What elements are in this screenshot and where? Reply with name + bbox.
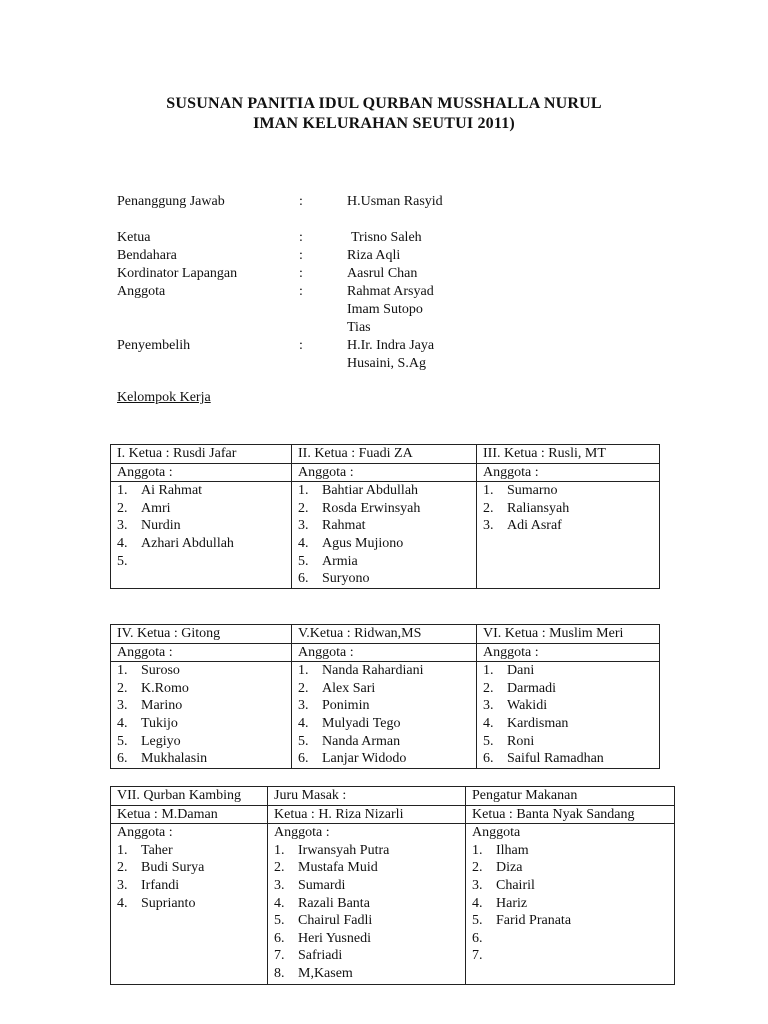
list-item bbox=[298, 517, 476, 535]
list-number: 6. bbox=[298, 751, 309, 767]
list-item bbox=[483, 697, 659, 715]
value-anggota-3: Tias bbox=[347, 320, 371, 335]
member-name: Bahtiar Abdullah bbox=[322, 483, 419, 499]
member-name: Sumardi bbox=[298, 877, 346, 893]
list-item bbox=[472, 877, 674, 895]
list-number: 1. bbox=[274, 842, 285, 858]
member-name: Kardisman bbox=[507, 715, 569, 731]
list-number: 3. bbox=[483, 698, 494, 714]
member-name: Taher bbox=[141, 842, 173, 858]
list-item bbox=[117, 553, 291, 571]
list-item bbox=[117, 859, 267, 877]
kelompok-kerja-heading: Kelompok Kerja bbox=[117, 390, 211, 405]
group-1-head: I. Ketua : Rusdi Jafar bbox=[111, 445, 292, 464]
member-name: Raliansyah bbox=[507, 500, 570, 516]
list-item bbox=[117, 715, 291, 733]
list-item bbox=[483, 517, 659, 535]
member-name: Razali Banta bbox=[298, 895, 370, 911]
group-2-head: II. Ketua : Fuadi ZA bbox=[292, 445, 477, 464]
member-name: Adi Asraf bbox=[507, 518, 562, 534]
list-item bbox=[274, 912, 465, 930]
list-number: 5. bbox=[483, 733, 494, 749]
value-anggota-1: Rahmat Arsyad bbox=[347, 284, 434, 299]
list-item bbox=[483, 750, 659, 768]
group-6-members bbox=[477, 662, 660, 769]
member-name: Farid Pranata bbox=[496, 913, 572, 929]
group-2-members bbox=[292, 482, 477, 589]
list-number: 4. bbox=[472, 895, 483, 911]
member-name: Roni bbox=[507, 733, 535, 749]
value-penyembelih-2: Husaini, S.Ag bbox=[347, 356, 426, 371]
list-item bbox=[472, 947, 674, 965]
member-name: Azhari Abdullah bbox=[141, 535, 234, 551]
list-number: 6. bbox=[472, 930, 483, 946]
member-name: Ilham bbox=[496, 842, 529, 858]
label-ketua: Ketua bbox=[117, 230, 151, 245]
member-name: Amri bbox=[141, 500, 171, 516]
list-item bbox=[298, 553, 476, 571]
colon: : bbox=[299, 194, 303, 209]
list-number: 2. bbox=[298, 500, 309, 516]
list-item bbox=[117, 680, 291, 698]
member-name: Alex Sari bbox=[322, 680, 376, 696]
table-row-heads bbox=[111, 445, 660, 464]
table-row-heads bbox=[111, 625, 660, 644]
group-4-head: IV. Ketua : Gitong bbox=[111, 625, 292, 644]
list-item bbox=[472, 842, 674, 860]
list-number: 1. bbox=[483, 483, 494, 499]
list-item bbox=[298, 500, 476, 518]
list-number: 5. bbox=[298, 553, 309, 569]
member-name: Nanda Rahardiani bbox=[322, 663, 424, 679]
colon: : bbox=[299, 338, 303, 353]
label-penyembelih: Penyembelih bbox=[117, 338, 191, 353]
list-number: 2. bbox=[483, 500, 494, 516]
list-number: 6. bbox=[274, 930, 285, 946]
document-title bbox=[0, 94, 768, 134]
member-name: Irfandi bbox=[141, 877, 180, 893]
list-item bbox=[298, 662, 476, 680]
group-5-anggota-label: Anggota : bbox=[292, 643, 477, 662]
list-number: 4. bbox=[117, 535, 128, 551]
list-item bbox=[117, 895, 267, 913]
list-item bbox=[274, 895, 465, 913]
list-item bbox=[274, 947, 465, 965]
list-number: 4. bbox=[117, 895, 128, 911]
juru-masak-members bbox=[268, 824, 466, 985]
list-number: 3. bbox=[298, 518, 309, 534]
member-name: Suroso bbox=[141, 663, 180, 679]
label-bendahara: Bendahara bbox=[117, 248, 177, 263]
list-item bbox=[117, 750, 291, 768]
group-7-ketua: Ketua : M.Daman bbox=[111, 805, 268, 824]
list-item bbox=[472, 912, 674, 930]
list-number: 2. bbox=[472, 860, 483, 876]
list-item bbox=[274, 859, 465, 877]
list-number: 1. bbox=[472, 842, 483, 858]
list-number: 7. bbox=[472, 948, 483, 964]
work-group-table-3 bbox=[110, 786, 675, 985]
label-kordinator: Kordinator Lapangan bbox=[117, 266, 238, 281]
group-4-anggota-label: Anggota : bbox=[111, 643, 292, 662]
list-item bbox=[298, 715, 476, 733]
member-name: Rahmat bbox=[322, 518, 366, 534]
group-6-head: VI. Ketua : Muslim Meri bbox=[477, 625, 660, 644]
list-number: 4. bbox=[117, 715, 128, 731]
colon: : bbox=[299, 266, 303, 281]
member-name: Agus Mujiono bbox=[322, 535, 404, 551]
group-6-anggota-label: Anggota : bbox=[477, 643, 660, 662]
list-item bbox=[298, 697, 476, 715]
list-number: 5. bbox=[117, 553, 128, 569]
list-item bbox=[298, 570, 476, 588]
list-item bbox=[274, 842, 465, 860]
list-number: 4. bbox=[483, 715, 494, 731]
list-item bbox=[298, 680, 476, 698]
member-name: Marino bbox=[141, 698, 183, 714]
value-penyembelih-1: H.Ir. Indra Jaya bbox=[347, 338, 435, 353]
list-number: 4. bbox=[298, 535, 309, 551]
list-number: 3. bbox=[298, 698, 309, 714]
list-item bbox=[117, 662, 291, 680]
group-3-head: III. Ketua : Rusli, MT bbox=[477, 445, 660, 464]
colon: : bbox=[299, 230, 303, 245]
table-row-sub bbox=[111, 463, 660, 482]
list-item bbox=[298, 733, 476, 751]
pengatur-makanan-head: Pengatur Makanan bbox=[466, 787, 675, 806]
list-number: 3. bbox=[117, 518, 128, 534]
list-item bbox=[117, 842, 267, 860]
list-number: 2. bbox=[117, 860, 128, 876]
member-name: Darmadi bbox=[507, 680, 556, 696]
colon: : bbox=[299, 284, 303, 299]
member-name: Hariz bbox=[496, 895, 528, 911]
list-number: 3. bbox=[117, 698, 128, 714]
member-name: Suprianto bbox=[141, 895, 196, 911]
member-name: Nurdin bbox=[141, 518, 181, 534]
list-item bbox=[298, 482, 476, 500]
list-number: 2. bbox=[117, 680, 128, 696]
list-number: 6. bbox=[483, 751, 494, 767]
list-number: 4. bbox=[274, 895, 285, 911]
list-item bbox=[472, 859, 674, 877]
member-name: Chairul Fadli bbox=[298, 913, 373, 929]
member-name: Ai Rahmat bbox=[141, 483, 203, 499]
list-number: 7. bbox=[274, 948, 285, 964]
member-name: Safriadi bbox=[298, 948, 343, 964]
list-item bbox=[117, 877, 267, 895]
list-number: 3. bbox=[117, 877, 128, 893]
group-1-anggota-label: Anggota : bbox=[111, 463, 292, 482]
list-number: 3. bbox=[483, 518, 494, 534]
member-name: Ponimin bbox=[322, 698, 370, 714]
member-name: Sumarno bbox=[507, 483, 558, 499]
list-number: 1. bbox=[117, 842, 128, 858]
label-penanggung-jawab: Penanggung Jawab bbox=[117, 194, 225, 209]
label-anggota: Anggota bbox=[117, 284, 166, 299]
table-row-members bbox=[111, 824, 675, 985]
list-item bbox=[483, 500, 659, 518]
list-item bbox=[483, 662, 659, 680]
member-name: M,Kasem bbox=[298, 965, 353, 981]
pengatur-makanan-anggota-label: Anggota bbox=[472, 825, 521, 841]
list-item bbox=[117, 517, 291, 535]
member-name: Nanda Arman bbox=[322, 733, 401, 749]
list-number: 3. bbox=[472, 877, 483, 893]
table-row-members bbox=[111, 482, 660, 589]
work-group-table-1 bbox=[110, 444, 660, 589]
list-item bbox=[274, 877, 465, 895]
list-number: 5. bbox=[117, 733, 128, 749]
group-3-anggota-label: Anggota : bbox=[477, 463, 660, 482]
list-number: 5. bbox=[298, 733, 309, 749]
member-name: Chairil bbox=[496, 877, 535, 893]
member-name: Lanjar Widodo bbox=[322, 751, 407, 767]
member-name: Rosda Erwinsyah bbox=[322, 500, 421, 516]
value-bendahara: Riza Aqli bbox=[347, 248, 401, 263]
value-kordinator: Aasrul Chan bbox=[347, 266, 418, 281]
list-item bbox=[298, 535, 476, 553]
value-penanggung-jawab: H.Usman Rasyid bbox=[347, 194, 443, 209]
member-name: Saiful Ramadhan bbox=[507, 751, 604, 767]
list-number: 2. bbox=[274, 860, 285, 876]
list-item bbox=[117, 500, 291, 518]
list-number: 5. bbox=[472, 913, 483, 929]
table-row-ketua bbox=[111, 805, 675, 824]
juru-masak-anggota-label: Anggota : bbox=[274, 825, 330, 841]
member-name: K.Romo bbox=[141, 680, 189, 696]
value-ketua: Trisno Saleh bbox=[351, 230, 422, 245]
juru-masak-head: Juru Masak : bbox=[268, 787, 466, 806]
list-number: 2. bbox=[117, 500, 128, 516]
list-item bbox=[117, 482, 291, 500]
group-5-members bbox=[292, 662, 477, 769]
list-item bbox=[274, 930, 465, 948]
list-number: 2. bbox=[483, 680, 494, 696]
list-item bbox=[117, 697, 291, 715]
group-2-anggota-label: Anggota : bbox=[292, 463, 477, 482]
colon: : bbox=[299, 248, 303, 263]
list-number: 3. bbox=[274, 877, 285, 893]
member-name: Wakidi bbox=[507, 698, 548, 714]
list-number: 8. bbox=[274, 965, 285, 981]
member-name: Dani bbox=[507, 663, 535, 679]
member-name: Armia bbox=[322, 553, 358, 569]
member-name: Diza bbox=[496, 860, 523, 876]
list-item bbox=[274, 965, 465, 983]
title-line-2: IMAN KELURAHAN SEUTUI 2011) bbox=[253, 115, 515, 132]
member-name: Mustafa Muid bbox=[298, 860, 378, 876]
table-row-heads bbox=[111, 787, 675, 806]
juru-masak-ketua: Ketua : H. Riza Nizarli bbox=[268, 805, 466, 824]
list-number: 6. bbox=[117, 751, 128, 767]
member-name: Budi Surya bbox=[141, 860, 205, 876]
list-number: 1. bbox=[298, 663, 309, 679]
group-1-members bbox=[111, 482, 292, 589]
list-number: 2. bbox=[298, 680, 309, 696]
member-name: Tukijo bbox=[141, 715, 178, 731]
list-item bbox=[483, 680, 659, 698]
pengatur-makanan-ketua: Ketua : Banta Nyak Sandang bbox=[466, 805, 675, 824]
table-row-members bbox=[111, 662, 660, 769]
title-line-1: SUSUNAN PANITIA IDUL QURBAN MUSSHALLA NURUL bbox=[166, 95, 602, 112]
group-5-head: V.Ketua : Ridwan,MS bbox=[292, 625, 477, 644]
list-item bbox=[298, 750, 476, 768]
work-group-table-2 bbox=[110, 624, 660, 769]
value-anggota-2: Imam Sutopo bbox=[347, 302, 423, 317]
list-item bbox=[483, 482, 659, 500]
member-name: Irwansyah Putra bbox=[298, 842, 390, 858]
list-number: 1. bbox=[483, 663, 494, 679]
list-item bbox=[472, 895, 674, 913]
member-name: Legiyo bbox=[141, 733, 181, 749]
list-item bbox=[117, 535, 291, 553]
group-7-members bbox=[111, 824, 268, 985]
list-item bbox=[483, 715, 659, 733]
list-item bbox=[472, 930, 674, 948]
list-number: 5. bbox=[274, 913, 285, 929]
group-3-members bbox=[477, 482, 660, 589]
list-item bbox=[483, 733, 659, 751]
pengatur-makanan-members bbox=[466, 824, 675, 985]
group-7-anggota-label: Anggota : bbox=[117, 825, 173, 841]
member-name: Mulyadi Tego bbox=[322, 715, 401, 731]
member-name: Heri Yusnedi bbox=[298, 930, 371, 946]
group-7-head: VII. Qurban Kambing bbox=[111, 787, 268, 806]
member-name: Suryono bbox=[322, 571, 370, 587]
list-number: 1. bbox=[117, 483, 128, 499]
group-4-members bbox=[111, 662, 292, 769]
member-name: Mukhalasin bbox=[141, 751, 208, 767]
list-number: 4. bbox=[298, 715, 309, 731]
table-row-sub bbox=[111, 643, 660, 662]
list-item bbox=[117, 733, 291, 751]
list-number: 6. bbox=[298, 571, 309, 587]
list-number: 1. bbox=[117, 663, 128, 679]
list-number: 1. bbox=[298, 483, 309, 499]
